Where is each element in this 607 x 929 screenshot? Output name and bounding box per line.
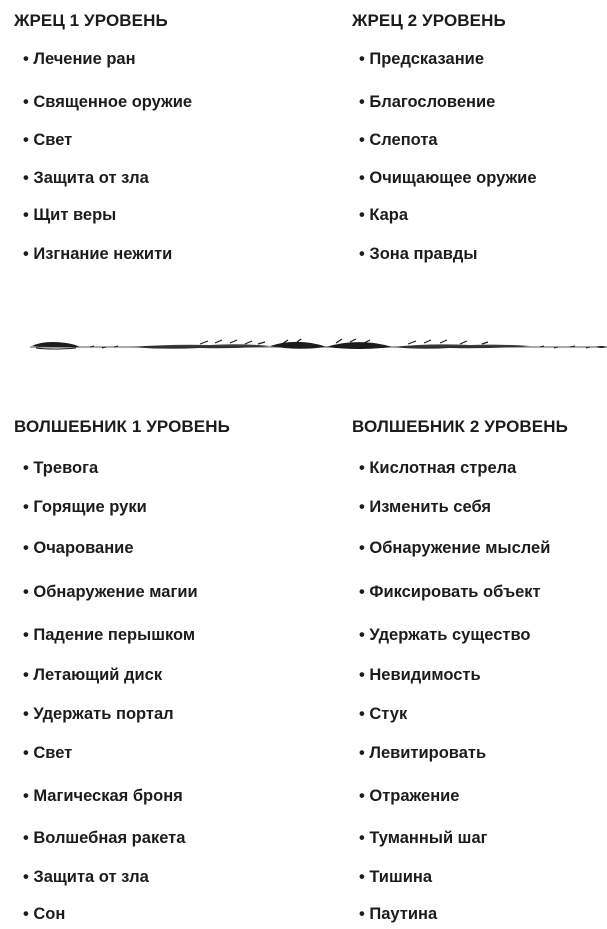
list-item: • Зона правды bbox=[359, 245, 478, 263]
list-item: • Кислотная стрела bbox=[359, 459, 517, 477]
list-item: • Тишина bbox=[359, 868, 432, 886]
list-item: • Защита от зла bbox=[23, 169, 149, 187]
list-item: • Удержать существо bbox=[359, 626, 531, 644]
priest-level2-heading: ЖРЕЦ 2 УРОВЕНЬ bbox=[352, 11, 506, 30]
list-item: • Отражение bbox=[359, 787, 460, 805]
list-item: • Волшебная ракета bbox=[23, 829, 186, 847]
wizard-level1-heading: ВОЛШЕБНИК 1 УРОВЕНЬ bbox=[14, 417, 230, 436]
list-item: • Свет bbox=[23, 131, 73, 149]
list-item: • Невидимость bbox=[359, 666, 481, 684]
list-item: • Тревога bbox=[23, 459, 99, 477]
list-item: • Удержать портал bbox=[23, 705, 174, 723]
list-item: • Обнаружение мыслей bbox=[359, 539, 551, 557]
list-item: • Очищающее оружие bbox=[359, 169, 537, 187]
list-item: • Левитировать bbox=[359, 744, 487, 762]
list-item: • Сон bbox=[23, 905, 66, 923]
list-item: • Стук bbox=[359, 705, 408, 723]
list-item: • Щит веры bbox=[23, 206, 117, 224]
list-item: • Священное оружие bbox=[23, 93, 193, 111]
list-item: • Изгнание нежити bbox=[23, 245, 173, 263]
list-item: • Предсказание bbox=[359, 50, 484, 68]
list-item: • Свет bbox=[23, 744, 73, 762]
list-item: • Защита от зла bbox=[23, 868, 149, 886]
list-item: • Лечение ран bbox=[23, 50, 136, 68]
list-item: • Магическая броня bbox=[23, 787, 183, 805]
list-item: • Очарование bbox=[23, 539, 134, 557]
list-item: • Изменить себя bbox=[359, 498, 492, 516]
wizard-level2-heading: ВОЛШЕБНИК 2 УРОВЕНЬ bbox=[352, 417, 568, 436]
list-item: • Обнаружение магии bbox=[23, 583, 198, 601]
list-item: • Фиксировать объект bbox=[359, 583, 541, 601]
list-item: • Падение перышком bbox=[23, 626, 196, 644]
ornamental-divider-icon bbox=[30, 335, 607, 355]
list-item: • Слепота bbox=[359, 131, 438, 149]
list-item: • Туманный шаг bbox=[359, 829, 488, 847]
list-item: • Паутина bbox=[359, 905, 438, 923]
list-item: • Благословение bbox=[359, 93, 496, 111]
list-item: • Летающий диск bbox=[23, 666, 163, 684]
priest-level1-heading: ЖРЕЦ 1 УРОВЕНЬ bbox=[14, 11, 168, 30]
list-item: • Горящие руки bbox=[23, 498, 147, 516]
list-item: • Кара bbox=[359, 206, 409, 224]
